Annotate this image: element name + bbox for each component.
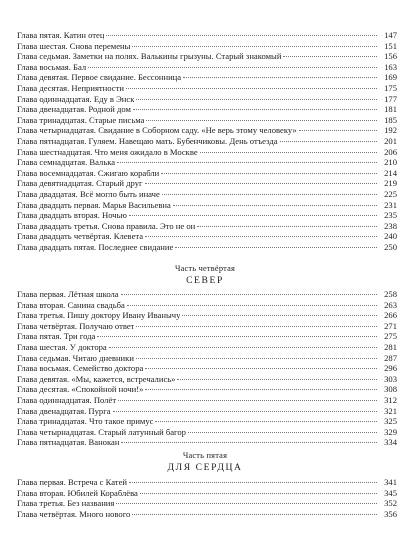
toc-entry (17, 300, 397, 311)
dot-leader (145, 236, 377, 237)
dot-leader (118, 400, 377, 401)
dot-leader (109, 347, 377, 348)
dot-leader (145, 368, 377, 369)
chapter-title: Глава двадцатая. Всё могло быть иначе (17, 188, 160, 199)
toc-entry (17, 384, 397, 395)
chapter-title: Глава семнадцатая. Валька (17, 157, 116, 168)
page-number: 352 (384, 498, 397, 509)
chapter-title: Глава пятнадцатая. Гуляем. Навещаю мать. Бубенчиковы. День отъезда (17, 135, 278, 146)
page-number: 147 (384, 30, 397, 40)
toc-entry (17, 72, 397, 83)
dot-leader (136, 326, 377, 327)
toc-entry (17, 363, 397, 374)
page-number: 169 (384, 72, 397, 83)
toc-entry (17, 342, 397, 353)
page-number: 151 (384, 40, 397, 51)
page-number: 240 (384, 231, 397, 242)
dot-leader (155, 421, 377, 422)
page-number: 250 (384, 241, 397, 252)
page-number: 303 (384, 373, 397, 384)
part-five-title: ДЛЯ СЕРДЦА (167, 462, 243, 473)
dot-leader (175, 247, 377, 248)
toc-entry (17, 115, 397, 126)
dot-leader (136, 99, 377, 100)
toc-entry (17, 427, 397, 438)
dot-leader (133, 109, 377, 110)
part-four-label: Часть четвёртая (174, 264, 236, 273)
dot-leader (299, 130, 377, 131)
dot-leader (129, 215, 377, 216)
toc-entry (17, 136, 397, 147)
toc-entry (17, 200, 397, 211)
toc-entry (17, 498, 397, 509)
toc-entry (17, 168, 397, 179)
toc-entry (17, 210, 397, 221)
toc-entry (17, 30, 397, 41)
chapter-title: Глава десятая. «Спокойной ночи!» (17, 384, 144, 395)
part-five-chapter-list (17, 477, 397, 519)
toc-entry (17, 189, 397, 200)
chapter-title: Глава третья. Без названия (17, 498, 115, 509)
chapter-title: Глава восемнадцатая. Сжигаю корабли (17, 167, 160, 178)
chapter-title: Глава двадцать третья. Снова правила. Это не он (17, 220, 196, 231)
toc-entry (17, 416, 397, 427)
chapter-title: Глава третья. Пишу доктору Ивану Иванычу (17, 310, 181, 321)
dot-leader (117, 162, 377, 163)
page-number: 356 (384, 508, 397, 519)
page-number: 275 (384, 331, 397, 342)
toc-entry (17, 125, 397, 136)
toc-entry (17, 437, 397, 448)
chapter-title: Глава двадцать первая. Марья Васильевна (17, 199, 171, 210)
chapter-title: Глава девятнадцатая. Старый друг (17, 178, 143, 189)
chapter-title: Глава четвёртая. Получаю ответ (17, 320, 135, 331)
toc-entry (17, 231, 397, 242)
chapter-title: Глава шестнадцатая. Что меня ожидало в Москве (17, 146, 198, 157)
chapter-title: Глава тринадцатая. Старые письма (17, 114, 145, 125)
page-number: 266 (384, 310, 397, 321)
dot-leader (132, 46, 377, 47)
dot-leader (127, 305, 377, 306)
toc-entry (17, 488, 397, 499)
chapter-title: Глава девятая. «Мы, кажется, встречались» (17, 373, 176, 384)
toc-entry (17, 395, 397, 406)
page-number: 201 (384, 135, 397, 146)
dot-leader (197, 226, 377, 227)
dot-leader (280, 141, 377, 142)
dot-leader (129, 482, 377, 483)
page-number: 231 (384, 199, 397, 210)
dot-leader (106, 35, 377, 36)
chapter-title: Глава восьмая. Бал (17, 61, 87, 72)
page-number: 163 (384, 61, 397, 72)
page-number: 329 (384, 426, 397, 437)
toc-entry (17, 321, 397, 332)
toc-entry (17, 353, 397, 364)
chapter-title: Глава четырнадцатая. Свидание в Соборном саду. «Не верь этому человеку» (17, 125, 297, 136)
chapter-title: Глава одиннадцатая. Полёт (17, 394, 117, 405)
toc-entry (17, 289, 397, 300)
dot-leader (145, 183, 377, 184)
page-number: 219 (384, 178, 397, 189)
dot-leader (162, 194, 377, 195)
chapter-title: Глава пятая. Катин отец (17, 30, 105, 40)
toc-entry (17, 62, 397, 73)
chapter-title: Глава пятнадцатая. Ванокан (17, 437, 120, 448)
page-number: 185 (384, 114, 397, 125)
toc-entry (17, 374, 397, 385)
toc-entry (17, 406, 397, 417)
dot-leader (116, 503, 377, 504)
page-number: 321 (384, 405, 397, 416)
toc-entry (17, 509, 397, 520)
dot-leader (177, 379, 377, 380)
dot-leader (182, 315, 377, 316)
chapter-title: Глава двадцать пятая. Последнее свидание (17, 241, 174, 252)
page-number: 238 (384, 220, 397, 231)
chapter-title: Глава восьмая. Семейство доктора (17, 363, 144, 374)
toc-entry (17, 94, 397, 105)
chapter-title: Глава первая. Лётная школа (17, 289, 119, 299)
chapter-title: Глава вторая. Санина свадьба (17, 299, 125, 310)
page-number: 177 (384, 93, 397, 104)
dot-leader (173, 205, 377, 206)
page-number: 296 (384, 363, 397, 374)
toc-entry (17, 51, 397, 62)
dot-leader (113, 411, 377, 412)
chapter-title: Глава двенадцатая. Родной дом (17, 104, 132, 115)
dot-leader (140, 493, 377, 494)
dot-leader (188, 432, 377, 433)
dot-leader (121, 294, 377, 295)
page-number: 206 (384, 146, 397, 157)
chapter-title: Глава вторая. Юбилей Кораблёва (17, 487, 138, 498)
dot-leader (88, 67, 377, 68)
page-number: 325 (384, 416, 397, 427)
page-number: 334 (384, 437, 397, 448)
part-four-title: СЕВЕР (186, 275, 224, 286)
chapter-title: Глава первая. Встреча с Катей (17, 477, 127, 487)
dot-leader (97, 336, 377, 337)
dot-leader (161, 173, 377, 174)
dot-leader (146, 120, 377, 121)
toc-entry (17, 178, 397, 189)
dot-leader (283, 56, 377, 57)
toc-entry (17, 477, 397, 488)
toc-entry (17, 104, 397, 115)
chapter-title: Глава шестая. У доктора (17, 341, 107, 352)
page-number: 156 (384, 51, 397, 62)
toc-entry (17, 221, 397, 232)
chapter-title: Глава седьмая. Читаю дневники (17, 352, 134, 363)
part-three-chapter-list (17, 30, 397, 252)
chapter-title: Глава девятая. Первое свидание. Бессонница (17, 72, 182, 83)
page-number: 312 (384, 394, 397, 405)
page-number: 192 (384, 125, 397, 136)
page-number: 287 (384, 352, 397, 363)
dot-leader (121, 442, 377, 443)
page-number: 175 (384, 82, 397, 93)
page-number: 308 (384, 384, 397, 395)
page-number: 281 (384, 341, 397, 352)
dot-leader (145, 389, 377, 390)
page-number: 341 (384, 477, 397, 487)
chapter-title: Глава одиннадцатая. Еду в Энск (17, 93, 135, 104)
toc-entry (17, 157, 397, 168)
chapter-title: Глава седьмая. Заметки на полях. Валькины грызуны. Старый знакомый (17, 51, 282, 62)
chapter-title: Глава четырнадцатая. Старый латунный багор (17, 426, 186, 437)
dot-leader (200, 152, 377, 153)
dot-leader (183, 77, 377, 78)
chapter-title: Глава двадцать вторая. Ночью (17, 210, 127, 221)
chapter-title: Глава четвёртая. Много нового (17, 508, 131, 519)
toc-entry (17, 41, 397, 52)
page-number: 225 (384, 188, 397, 199)
chapter-title: Глава десятая. Неприятности (17, 82, 124, 93)
page-number: 181 (384, 104, 397, 115)
chapter-title: Глава тринадцатая. Что такое примус (17, 416, 154, 427)
chapter-title: Глава двадцать четвёртая. Клевета (17, 231, 144, 242)
dot-leader (126, 88, 377, 89)
chapter-title: Глава двенадцатая. Пурга (17, 405, 111, 416)
page-number: 258 (384, 289, 397, 299)
toc-entry (17, 147, 397, 158)
page-number: 235 (384, 210, 397, 221)
page-number: 345 (384, 487, 397, 498)
page-number: 263 (384, 299, 397, 310)
part-five-label: Часть пятая (182, 451, 228, 460)
toc-entry (17, 310, 397, 321)
toc-entry (17, 242, 397, 253)
chapter-title: Глава шестая. Снова перемены (17, 40, 131, 51)
page-number: 214 (384, 167, 397, 178)
toc-entry (17, 83, 397, 94)
chapter-title: Глава пятая. Три года (17, 331, 96, 342)
part-four-chapter-list (17, 289, 397, 448)
dot-leader (132, 514, 377, 515)
toc-entry (17, 331, 397, 342)
page-number: 271 (384, 320, 397, 331)
dot-leader (136, 358, 377, 359)
page-number: 210 (384, 157, 397, 168)
